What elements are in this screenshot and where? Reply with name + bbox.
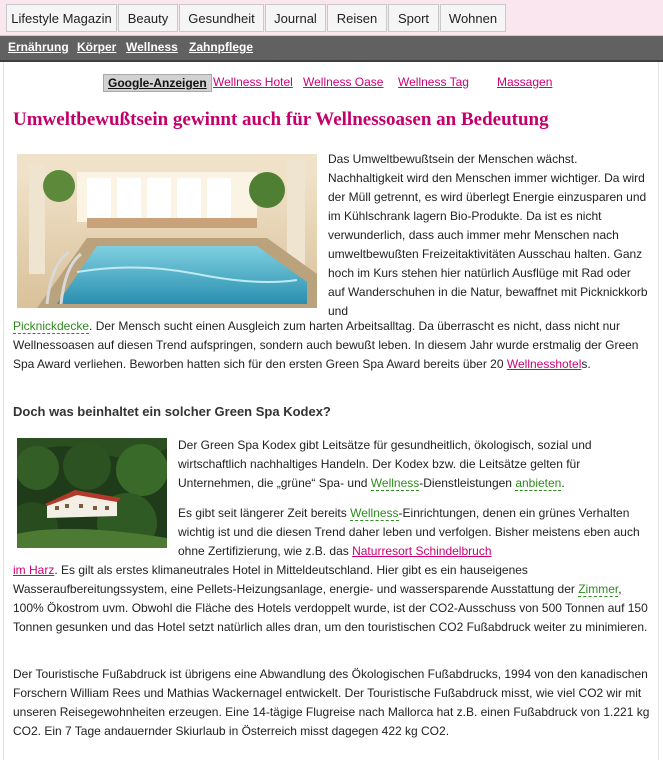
paragraph-2-end: . <box>561 476 565 490</box>
ads-label[interactable]: Google-Anzeigen <box>103 74 212 92</box>
paragraph-3-text-c: . Es gilt als erstes klimaneutrales Hotel in Mitteldeutschland. Hier gibt es ein hauseigenes Wasseraufbereitungssystem, eine Pellets-Heizungsanlage, energie- und wassersparende Ausstattung der <box>13 563 579 596</box>
tab-reisen[interactable]: Reisen <box>327 4 387 32</box>
paragraph-3-text-d: , 100% Ökostrom uvm. Obwohl die Fläche des Hotels verdoppelt wurde, ist der CO2-Ausschuss von 500 Tonnen auf 150 Tonnen gesunken und das Hotel setzt natürlich alles dran, um den touristischen CO2 Fußabdruck weiter zu minimieren. <box>13 582 648 634</box>
ad-link-wellness-oase[interactable]: Wellness Oase <box>303 75 384 89</box>
article-paragraph-1-continued <box>13 317 651 374</box>
link-wellnesshotels[interactable]: Wellnesshotel <box>506 357 582 371</box>
article-paragraph-2 <box>178 436 652 493</box>
paragraph-1-text: . Der Mensch sucht einen Ausgleich zum harten Arbeitsalltag. Da überrascht es nicht, dass nicht nur Wellnessoasen auf diesen Trend aufspringen, sondern auch bewußt leben. In diesem Jahr wurde erstmalig der Green Spa Award verliehen. Beworben hatten sich für den ersten Green Spa Award bereits über 20 <box>13 319 639 371</box>
article-subheading: Doch was beinhaltet ein solcher Green Spa Kodex? <box>13 404 331 419</box>
paragraph-2-text: Der Green Spa Kodex gibt Leitsätze für gesundheitlich, ökologisch, sozial und wirtschaftlich nachhaltiges Handeln. Der Kodex bzw. die Leitsätze gelten für Unternehmen, die „grüne“ Spa- und <box>178 438 592 490</box>
ad-link-wellness-tag[interactable]: Wellness Tag <box>398 75 469 89</box>
tab-wohnen[interactable]: Wohnen <box>440 4 506 32</box>
hotel-forest-illustration <box>17 438 167 548</box>
sub-navigation <box>0 36 663 62</box>
top-navigation <box>0 0 663 36</box>
link-wellness-dienstleistungen[interactable]: Wellness <box>370 476 420 490</box>
paragraph-3-text: Es gibt seit längerer Zeit bereits <box>178 506 351 520</box>
article-title: Umweltbewußtsein gewinnt auch für Wellnessoasen an Bedeutung <box>13 109 549 130</box>
ad-link-massagen[interactable]: Massagen <box>497 75 553 89</box>
ad-links-bar <box>0 74 663 92</box>
subnav-wellness[interactable]: Wellness <box>126 40 178 54</box>
article-paragraph-3-start <box>178 504 652 561</box>
paragraph-1-end: s. <box>581 357 591 371</box>
tab-beauty[interactable]: Beauty <box>118 4 178 32</box>
paragraph-3-text-b: -Einrichtungen, denen ein grünes Verhalten wichtig ist und die diesen Trend daher leben und verfolgen. Bisher meistens eben auch ohne Zertifizierung, wie z.B. das <box>178 506 640 558</box>
tab-sport[interactable]: Sport <box>388 4 439 32</box>
link-picknickdecke[interactable]: Picknickdecke <box>13 319 90 333</box>
link-im-harz[interactable]: im Harz <box>13 563 55 577</box>
tab-lifestyle-magazin[interactable]: Lifestyle Magazin <box>6 4 117 32</box>
paragraph-2-text-b: -Dienstleistungen <box>419 476 516 490</box>
article-paragraph-4: Der Touristische Fußabdruck ist übrigens eine Abwandlung des Ökologischen Fußabdrucks, 1994 von den kanadischen Forschern William Rees und Mathias Wackernagel entwickelt. Der Touristische Fußabdruck misst, wie viel CO2 wir mit unseren Reisegewohnheiten erzeugen. Eine 14-tägige Flugreise nach Mallorca hat z.B. einen Fußabdruck von 1.221 kg CO2. Ein 7 Tage andauernder Skiurlaub in Österreich misst dagegen 422 kg CO2. <box>13 667 650 738</box>
article-paragraph-3-continued <box>13 561 653 637</box>
article-paragraph-1-start: Das Umweltbewußtsein der Menschen wächst. Nachhaltigkeit wird den Menschen immer wichtiger. Da wird der Müll getrennt, es wird überlegt Energie einzusparen und im Kühlschrank lagern Bio-Produkte. Da ist es nicht verwunderlich, dass auch immer mehr Menschen nach umweltbewußten Freizeitaktivitäten Ausschau halten. Ganz hoch im Kurs stehen hier natürlich Ausflüge mit Rad oder auf Wanderschuhen in die Natur, bewaffnet mit Picknickkorb und <box>328 152 648 318</box>
subnav-zahnpflege[interactable]: Zahnpflege <box>189 40 254 54</box>
spa-pool-image <box>17 154 317 308</box>
link-naturresort-schindelbruch[interactable]: Naturresort Schindelbruch <box>352 544 492 558</box>
link-anbieten[interactable]: anbieten <box>515 476 562 490</box>
tab-gesundheit[interactable]: Gesundheit <box>179 4 264 32</box>
subnav-koerper[interactable]: Körper <box>77 40 117 54</box>
hotel-forest-image <box>17 438 167 548</box>
link-zimmer[interactable]: Zimmer <box>578 582 619 596</box>
link-wellness-einrichtungen[interactable]: Wellness <box>350 506 399 520</box>
spa-pool-illustration <box>17 154 317 308</box>
ad-link-wellness-hotel[interactable]: Wellness Hotel <box>213 75 293 89</box>
subnav-ernaehrung[interactable]: Ernährung <box>8 40 69 54</box>
tab-journal[interactable]: Journal <box>265 4 326 32</box>
